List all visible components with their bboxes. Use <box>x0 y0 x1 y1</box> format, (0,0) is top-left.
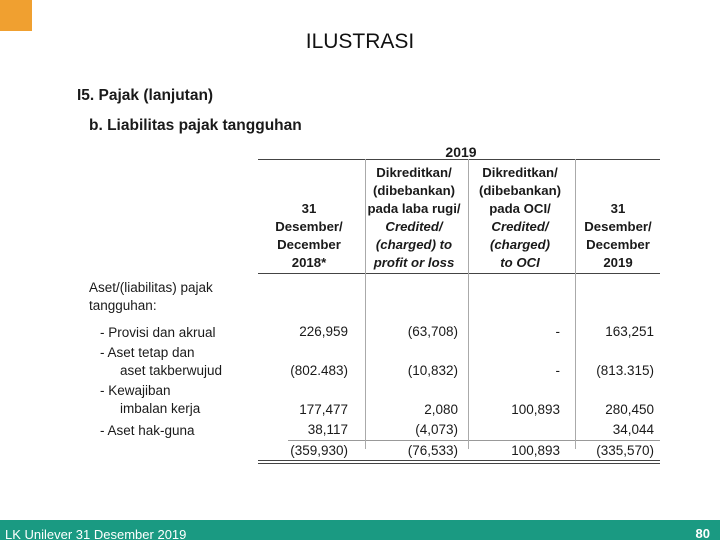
column-header-line: to OCI <box>500 255 540 270</box>
table-cell: 177,477 <box>299 402 348 417</box>
column-header-profit-or-loss <box>362 164 466 272</box>
row-label-line: - Aset tetap dan <box>100 345 195 360</box>
table-cell: 226,959 <box>299 324 348 339</box>
table-cell: 34,044 <box>612 422 654 437</box>
slide-title: ILUSTRASI <box>305 30 415 53</box>
column-header-line: 31 <box>301 201 317 216</box>
column-header-line: December <box>586 237 650 252</box>
group-label-line: tangguhan: <box>89 298 157 313</box>
group-label <box>89 279 213 315</box>
column-header-line: 31 <box>610 201 626 216</box>
column-header-line: (dibebankan) <box>372 183 456 198</box>
column-header-line: 2019 <box>603 255 633 270</box>
total-cell: (335,570) <box>596 443 654 458</box>
table-cell: 163,251 <box>605 324 654 339</box>
total-rule-1 <box>258 460 660 461</box>
column-header-line: Dikreditkan/ <box>482 165 558 180</box>
column-header-line: Desember/ <box>584 219 652 234</box>
column-header-line: Credited/ <box>491 219 549 234</box>
table-cell: (813.315) <box>596 363 654 378</box>
total-cell: (359,930) <box>290 443 348 458</box>
table-cell: (63,708) <box>407 324 458 339</box>
section-heading: I5. Pajak (lanjutan) <box>77 87 214 104</box>
column-header-line: Dikreditkan/ <box>376 165 452 180</box>
column-header-line: 2018* <box>291 255 327 270</box>
column-header-line: (dibebankan) <box>478 183 562 198</box>
page-number: 80 <box>695 526 710 541</box>
total-rule-2 <box>258 463 660 464</box>
table-cell: - <box>555 324 560 339</box>
table-cell: 2,080 <box>424 402 458 417</box>
row-label-line: - Provisi dan akrual <box>100 325 216 340</box>
column-header-line: (charged) <box>489 237 551 252</box>
table-cell: (802.483) <box>290 363 348 378</box>
header-bottom-rule <box>258 273 660 274</box>
row-label <box>100 382 200 418</box>
total-cell: (76,533) <box>407 443 458 458</box>
row-label-line: - Kewajiban <box>100 383 171 398</box>
row-label-line: imbalan kerja <box>120 401 201 416</box>
subtotal-rule <box>288 440 660 441</box>
table-cell: 280,450 <box>605 402 654 417</box>
column-header-dec-2018 <box>270 200 348 272</box>
row-label-line: aset takberwujud <box>120 363 223 378</box>
column-header-line: pada laba rugi/ <box>367 201 461 216</box>
table-cell: - <box>555 363 560 378</box>
row-label <box>100 422 195 440</box>
table-cell: (10,832) <box>407 363 458 378</box>
column-header-line: Credited/ <box>385 219 443 234</box>
column-header-line: (charged) to <box>375 237 453 252</box>
table-cell: 38,117 <box>307 422 348 437</box>
group-label-line: Aset/(liabilitas) pajak <box>89 280 213 295</box>
footer-source-label: LK Unilever 31 Desember 2019 <box>5 527 187 542</box>
row-label <box>100 324 216 342</box>
row-label <box>100 344 222 380</box>
column-header-line: December <box>277 237 341 252</box>
column-header-line: profit or loss <box>373 255 455 270</box>
column-header-oci <box>470 164 570 272</box>
year-header: 2019 <box>445 144 477 160</box>
table-cell: 100,893 <box>511 402 560 417</box>
column-header-line: pada OCI/ <box>489 201 551 216</box>
total-cell: 100,893 <box>511 443 560 458</box>
column-header-line: Desember/ <box>275 219 343 234</box>
column-header-dec-2019 <box>578 200 658 272</box>
row-label-line: - Aset hak-guna <box>100 423 195 438</box>
table-cell: (4,073) <box>415 422 458 437</box>
sub-heading: b. Liabilitas pajak tangguhan <box>89 117 302 134</box>
